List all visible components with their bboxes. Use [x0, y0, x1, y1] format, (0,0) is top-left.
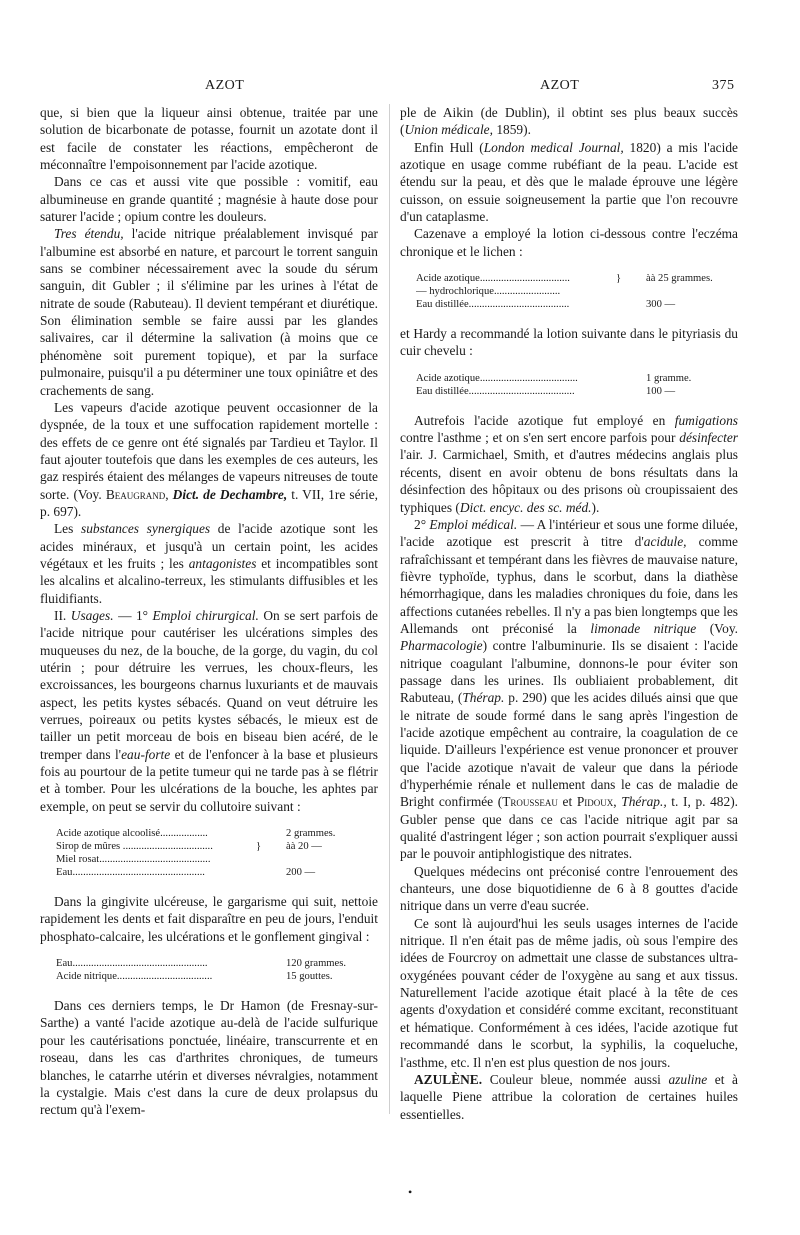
- column-divider: [389, 104, 390, 1114]
- page-number: 375: [712, 78, 735, 93]
- paragraph: 2° Emploi médical. — A l'intérieur et sous une forme diluée, l'acide azotique est prescrit à titre d'acidule, comme rafraîchissant et tempérant dans les fièvres de mauvaise nature, fièvre typhoïde, typhus, dans le scorbut, dans la diathèse hémorrhagique, dans les maladies chroniques du foie, dans les affections cutanées rebelles. Il n'y a pas bien longtemps que les Allemands ont préconisé la limonade nitrique (Voy. Pharmacologie) contre l'albuminurie. Ils se disaient : l'acide nitrique coagulant l'albumine, donnons-le pour éviter son passage dans les urines. Ils oubliaient probablement, dit Rabuteau, (Thérap. p. 290) que les acides dilués ainsi que que le nitrate de soude formé dans le sang après l'ingestion de l'acide azotique empêchent au contraire, la coagulation de ce liquide. D'ailleurs l'expérience est venue prononcer et prouver que l'acide azotique n'avait de valeur que dans la période d'hyperhémie rénale et nullement dans le cas de maladie de Bright confirmée (Trousseau et Pidoux, Thérap., t. I, p. 482). Gubler pense que dans ce cas l'acide nitrique agit par sa qualité d'astringent léger ; son action pourrait s'expliquer aussi par le pouvoir antiphlogistique des nitrates.: [400, 516, 739, 862]
- paragraph: Dans ces derniers temps, le Dr Hamon (de Fresnay-sur-Sarthe) a vanté l'acide azotique au-delà de l'acide sulfurique pour les cautérisations ponctuée, linéaire, transcurrente et en roseau, dans les cas d'arthrites chroniques, de tumeurs blanches, le catarrhe utérin et diverses névralgies, notamment la cystalgie. Mais c'est dans la cure de deux prolapsus du rectum qu'à l'exem-: [40, 998, 378, 1118]
- recipe-row: Eau.................................................. 200 —: [56, 867, 316, 879]
- recipe-row: Miel rosat..........................................: [56, 854, 211, 866]
- paragraph: II. Usages. — 1° Emploi chirurgical. On se sert parfois de l'acide nitrique pour cautériser les ulcérations simples des muqueuses du nez, de la bouche, de la gorge, du vagin, du col utérin ; pour détruire les verrues, les choux-fleurs, les excroissances, les bourgeons charnus luxuriants et de mauvais aspect, les petits kystes sébacés. Quand on veut détruire les verrues, poireaux ou petits kystes sébacés, le mieux est de tailler un petit morceau de bois en biseau bien acéré, de le tremper dans l'eau-forte et de l'enfoncer à la base et plusieurs fois au pourtour de la petite tumeur qui ne tarde pas à se flétrir et à tomber. Pour les ulcérations de la bouche, les aphtes par exemple, on peut se servir du collutoire suivant :: [40, 607, 379, 814]
- running-head-center: AZOT: [540, 78, 580, 93]
- recipe-lotion-hardy: [416, 372, 738, 398]
- paragraph: Cazenave a employé la lotion ci-dessous contre l'eczéma chronique et le lichen :: [400, 226, 738, 259]
- recipe-row: Sirop de mûres .................................. } àà 20 —: [56, 841, 322, 853]
- paragraph: Enfin Hull (London medical Journal, 1820) a mis l'acide azotique en usage comme rubéfiant de la peau. L'acide est étendu sur la peau, et dès que le malade éprouve une légère cuisson, on essuie soigneusement la partie que l'on recouvre d'un cataplasme.: [400, 139, 738, 225]
- entry-azulene: AZULÈNE. Couleur bleue, nommée aussi azuline et à laquelle Piene attribue la coloration de certaines huiles essentielles.: [400, 1071, 738, 1122]
- paragraph: ple de Aikin (de Dublin), il obtint ses plus beaux succès (Union médicale, 1859).: [400, 105, 738, 138]
- footer-mark: •: [408, 1185, 413, 1199]
- recipe-row: — hydrochlorique.........................: [416, 286, 561, 298]
- running-head-left: AZOT: [205, 78, 245, 93]
- paragraph: Tres étendu, l'acide nitrique préalablement invisqué par l'albumine est absorbé en nature, et parcourt le torrent sanguin sans se combiner nécessairement avec la soude du sérum sanguin, dit Gubler ; il s'élimine par les urines à l'état de nitrate de soude (Rabuteau). Il devient tempérant et diurétique. Son élimination semble se faire aussi par les glandes salivaires, car il détermine la salivation (à moins que ce phénomène soit purement topique), et par la surface pulmonaire, puisqu'il a pu déterminer une toux opiniâtre et des crachements de sang.: [40, 226, 378, 398]
- paragraph: Les substances synergiques de l'acide azotique sont les acides minéraux, et jusqu'à un certain point, les acides végétaux et les fruits ; les antagonistes et incompatibles sont les alcalins et alcalino-terreux, les stimulants diffusibles et les fluidifiants.: [40, 521, 379, 606]
- recipe-collutoire: [56, 827, 378, 879]
- entry-headword: AZULÈNE.: [414, 1071, 483, 1087]
- recipe-row: Acide azotique alcoolisé.................. 2 grammes.: [56, 828, 336, 840]
- right-column: [400, 104, 738, 1123]
- recipe-row: Eau................................................... 120 grammes.: [56, 958, 347, 970]
- recipe-row: Acide nitrique.................................... 15 gouttes.: [56, 971, 333, 983]
- paragraph: Dans la gingivite ulcéreuse, le gargarisme qui suit, nettoie rapidement les dents et fait disparaître en peu de jours, l'enduit phosphato-calcaire, les ulcérations et le gonflement gingival :: [40, 894, 378, 944]
- recipe-lotion-cazenave: [416, 272, 738, 311]
- recipe-row: Eau distillée...................................... 300 —: [416, 299, 676, 311]
- paragraph: Dans ce cas et aussi vite que possible : vomitif, eau albumineuse en grande quantité ; magnésie à haute dose pour saturer l'acide ; opium contre les douleurs.: [40, 174, 378, 225]
- paragraph: Quelques médecins ont préconisé contre l'enrouement des chanteurs, une dose biquotidienne de 6 à 8 gouttes d'acide nitrique dans un verre d'eau sucrée.: [400, 863, 738, 914]
- recipe-gargarisme: [56, 957, 378, 983]
- paragraph: et Hardy a recommandé la lotion suivante dans le pityriasis du cuir chevelu :: [400, 326, 738, 359]
- recipe-row: Acide azotique..................................... 1 gramme.: [416, 372, 692, 384]
- left-column: [40, 104, 378, 1119]
- paragraph: Les vapeurs d'acide azotique peuvent occasionner de la dyspnée, de la toux et une suffocation rapidement mortelle : des effets de ce genre ont été signalés par Tardieu et Taylor. Il faut ajouter toutefois que dans les exemples de ces auteurs, les gaz respirés étaient des mélanges de vapeurs nitreuses de toute sorte. (Voy. Beaugrand, Dict. de Dechambre, t. VII, 1re série, p. 697).: [40, 399, 378, 519]
- paragraph: que, si bien que la liqueur ainsi obtenue, traitée par une solution de bicarbonate de potasse, fournit un azotate dont il est facile de constater les réactions, empêcheront de méconnaître l'empoisonnement par l'acide azotique.: [40, 105, 378, 173]
- paragraph: Autrefois l'acide azotique fut employé en fumigations contre l'asthme ; et on s'en sert encore parfois pour désinfecter l'air. J. Carmichael, Smith, et d'autres médecins anglais plus récents, disent en avoir obtenu de bons résultats dans la désinfection des hôpitaux ou des prisons où croupissaient des typhiques (Dict. encyc. des sc. méd.).: [400, 412, 738, 515]
- recipe-row: Acide azotique.................................. } àà 25 grammes.: [416, 273, 713, 285]
- paragraph: Ce sont là aujourd'hui les seuls usages internes de l'acide nitrique. Il n'en était pas de même jadis, où sous l'empire des idées de Fourcroy on admettait une classe de substances ultra-oxygénées pouvant céder de l'oxygène au sang et aux tissus. Naturellement l'acide azotique était placé à la tête de ces agents d'oxydation et considéré comme excitant, reconstituant et hématique. Conformément à ces idées, l'acide azotique fut recommandé dans le scorbut, la syphilis, la coqueluche, l'asthme, etc. Il n'en est plus question de nos jours.: [400, 915, 738, 1070]
- recipe-row: Eau distillée........................................ 100 —: [416, 385, 676, 397]
